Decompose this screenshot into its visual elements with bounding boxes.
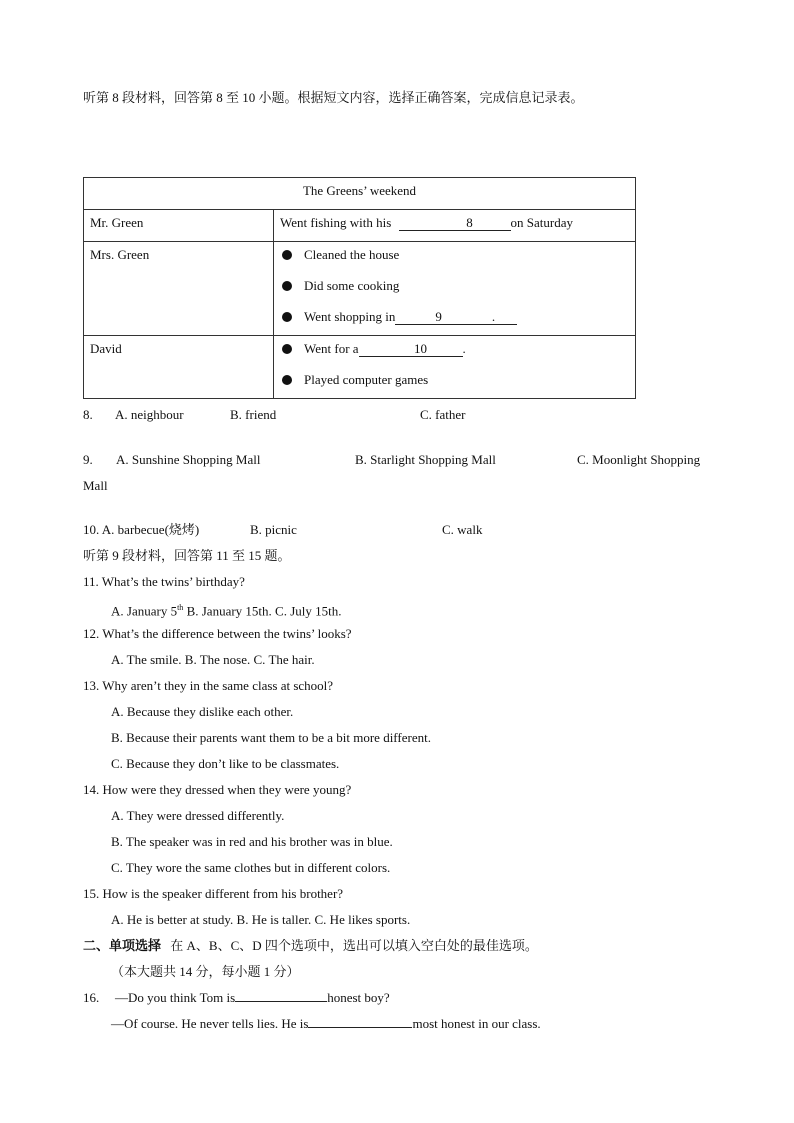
q13-option-a[interactable]: A. Because they dislike each other. (111, 704, 294, 719)
q14-option-a[interactable]: A. They were dressed differently. (111, 808, 285, 823)
greens-weekend-table (83, 177, 636, 399)
q14-option-b[interactable]: B. The speaker was in red and his brother was in blue. (111, 834, 393, 849)
blank-16a[interactable] (235, 1001, 327, 1002)
q8-option-c[interactable]: C. father (420, 407, 466, 422)
intro-part8: 听第 8 段材料，回答第 8 至 10 小题。根据短文内容，选择正确答案，完成信息记录表。 (83, 90, 584, 105)
bullet-icon (282, 344, 292, 354)
section2-heading (83, 938, 538, 954)
q12-options: A. The smile. B. The nose. C. The hair. (111, 652, 315, 667)
q16-line2: —Of course. He never tells lies. He is most honest in our class. (111, 1016, 541, 1031)
q8-number: 8. (83, 407, 93, 422)
q9-option-a[interactable]: A. Sunshine Shopping Mall (116, 452, 261, 467)
table-title: The Greens’ weekend (84, 178, 636, 210)
blank-16b[interactable] (308, 1027, 412, 1028)
list-item: Did some cooking (280, 273, 629, 304)
q10-option-a[interactable]: 10. A. barbecue(烧烤) (83, 522, 200, 537)
q14-option-c[interactable]: C. They wore the same clothes but in different colors. (111, 860, 391, 875)
blank-10[interactable]: 10 (359, 342, 463, 357)
q16-line1: —Do you think Tom is honest boy? (115, 990, 390, 1005)
q9-number: 9. (83, 452, 93, 467)
q8-option-b[interactable]: B. friend (230, 407, 277, 422)
intro-part9: 听第 9 段材料，回答第 11 至 15 题。 (83, 548, 291, 563)
list-item: Played computer games (280, 367, 629, 398)
david-label: David (90, 341, 122, 356)
q11-question: 11. What’s the twins’ birthday? (83, 574, 245, 589)
q13-question: 13. Why aren’t they in the same class at school? (83, 678, 334, 693)
q13-option-c[interactable]: C. Because they don’t like to be classmates. (111, 756, 340, 771)
mr-green-label: Mr. Green (90, 215, 144, 230)
list-item: Went shopping in 9 . (280, 304, 629, 335)
q9-option-c-cont: Mall (83, 478, 108, 493)
list-item: Cleaned the house (280, 242, 629, 273)
bullet-icon (282, 250, 292, 260)
q10-option-b[interactable]: B. picnic (250, 522, 297, 537)
q15-question: 15. How is the speaker different from his brother? (83, 886, 344, 901)
section2-note: （本大题共 14 分，每小题 1 分） (111, 964, 300, 979)
mr-green-row: Went fishing with his 8 on Saturday (280, 215, 573, 230)
q8-option-a[interactable]: A. neighbour (115, 407, 184, 422)
q13-option-b[interactable]: B. Because their parents want them to be a bit more different. (111, 730, 431, 745)
section2-title: 二、单项选择 (83, 938, 162, 953)
q15-options: A. He is better at study. B. He is taller. C. He likes sports. (111, 912, 411, 927)
list-item: Went for a 10 . (280, 336, 629, 367)
q16-number: 16. (83, 990, 100, 1005)
q12-question: 12. What’s the difference between the twins’ looks? (83, 626, 352, 641)
section2-desc: 在 A、B、C、D 四个选项中，选出可以填入空白处的最佳选项。 (170, 938, 538, 953)
blank-9[interactable]: 9 . (395, 310, 517, 325)
bullet-icon (282, 375, 292, 385)
q11-options: A. January 5th B. January 15th. C. July 15th. (111, 603, 342, 619)
q9-option-b[interactable]: B. Starlight Shopping Mall (355, 452, 496, 467)
bullet-icon (282, 281, 292, 291)
bullet-icon (282, 312, 292, 322)
q14-question: 14. How were they dressed when they were young? (83, 782, 352, 797)
q10-option-c[interactable]: C. walk (442, 522, 483, 537)
blank-8[interactable]: 8 (399, 216, 511, 231)
mrs-green-label: Mrs. Green (90, 247, 150, 262)
q9-option-c[interactable]: C. Moonlight Shopping (577, 452, 701, 467)
